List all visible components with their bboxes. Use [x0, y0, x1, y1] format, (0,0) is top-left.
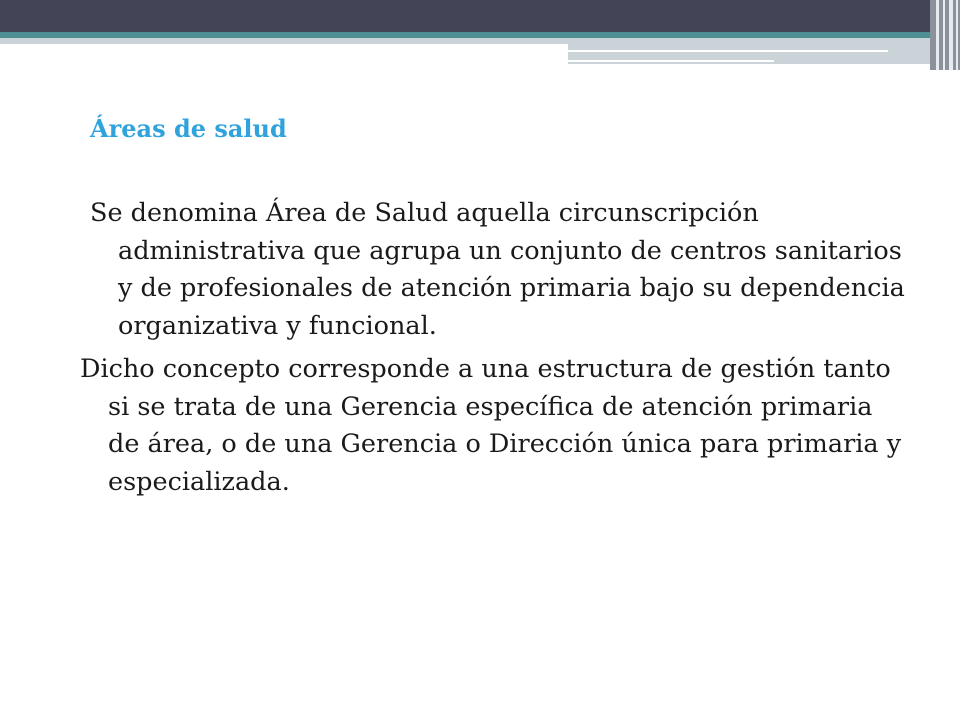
header-vertical-bars: [930, 0, 960, 70]
header-white-line-short: [568, 60, 774, 62]
body-paragraph-2: Dicho concepto corresponde a una estructura de gestión tanto si se trata de una Gerencia específica de atención primaria de área, o de una Gerencia o Dirección única para primaria y especializada.: [80, 354, 902, 497]
header-white-line: [568, 50, 888, 52]
header-dark-band: [0, 0, 930, 32]
body-paragraph-1: Se denomina Área de Salud aquella circunscripción administrativa que agrupa un conjunto de centros sanitarios y de profesionales de atención primaria bajo su dependencia organizativa y funcional.: [90, 198, 905, 341]
header-decoration: [0, 0, 960, 70]
slide-title: Áreas de salud: [90, 114, 287, 143]
